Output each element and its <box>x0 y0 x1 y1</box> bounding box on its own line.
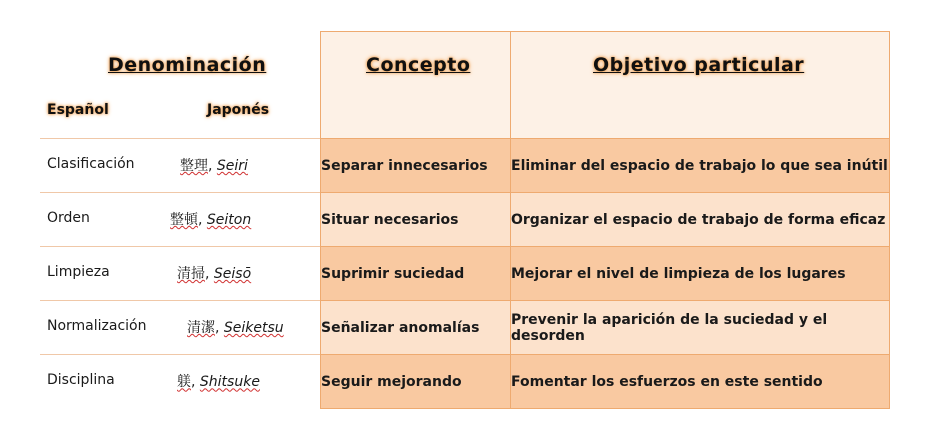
romaji-term: Seisō <box>213 266 252 282</box>
spanish-term: Limpieza <box>47 264 110 280</box>
concepto-cell: Suprimir suciedad <box>321 247 511 301</box>
denominacion-cell <box>40 193 321 247</box>
objetivo-cell: Prevenir la aparición de la suciedad y el desorden <box>511 301 890 355</box>
spanish-term: Clasificación <box>47 156 135 172</box>
table-row <box>40 139 890 193</box>
espanol-subheading: Español <box>47 101 109 118</box>
objetivo-cell: Organizar el espacio de trabajo de forma eficaz <box>511 193 890 247</box>
header-row <box>40 32 890 139</box>
table-row <box>40 193 890 247</box>
concepto-cell: Seguir mejorando <box>321 355 511 409</box>
japanese-term: 清潔, Seiketsu <box>187 320 284 336</box>
japanese-term: 整頓, Seiton <box>170 212 252 228</box>
japones-subheading: Japonés <box>207 101 270 118</box>
japanese-term: 清掃, Seisō <box>177 266 252 282</box>
kanji-term: 躾 <box>177 374 191 391</box>
romaji-term: Seiton <box>206 212 252 228</box>
denominacion-cell <box>40 355 321 409</box>
denominacion-header-cell <box>40 32 321 139</box>
concepto-cell: Separar innecesarios <box>321 139 511 193</box>
romaji-term: Shitsuke <box>199 374 260 391</box>
objetivo-cell: Eliminar del espacio de trabajo lo que sea inútil <box>511 139 890 193</box>
kanji-term: 整頓 <box>170 212 198 228</box>
romaji-term: Seiketsu <box>223 320 284 336</box>
concepto-cell: Señalizar anomalías <box>321 301 511 355</box>
table-row <box>40 301 890 355</box>
denominacion-heading: Denominación <box>108 53 267 76</box>
denominacion-cell <box>40 247 321 301</box>
japanese-term: 躾, Shitsuke <box>177 374 260 391</box>
kanji-term: 清掃 <box>177 266 205 282</box>
spanish-term: Disciplina <box>47 372 115 389</box>
japanese-term: 整理, Seiri <box>180 158 248 174</box>
concepto-cell: Situar necesarios <box>321 193 511 247</box>
spanish-term: Normalización <box>47 318 147 334</box>
objetivo-cell: Fomentar los esfuerzos en este sentido <box>511 355 890 409</box>
kanji-term: 清潔 <box>187 320 215 336</box>
five-s-table <box>40 31 890 409</box>
table-row <box>40 247 890 301</box>
spanish-term: Orden <box>47 210 90 226</box>
romaji-term: Seiri <box>216 158 248 174</box>
concepto-heading: Concepto <box>366 54 471 76</box>
objetivo-cell: Mejorar el nivel de limpieza de los lugares <box>511 247 890 301</box>
objetivo-heading: Objetivo particular <box>593 54 805 76</box>
denominacion-cell <box>40 139 321 193</box>
table-row <box>40 355 890 409</box>
concepto-header-cell <box>321 32 511 139</box>
objetivo-header-cell <box>511 32 890 139</box>
denominacion-cell <box>40 301 321 355</box>
kanji-term: 整理 <box>180 158 208 174</box>
